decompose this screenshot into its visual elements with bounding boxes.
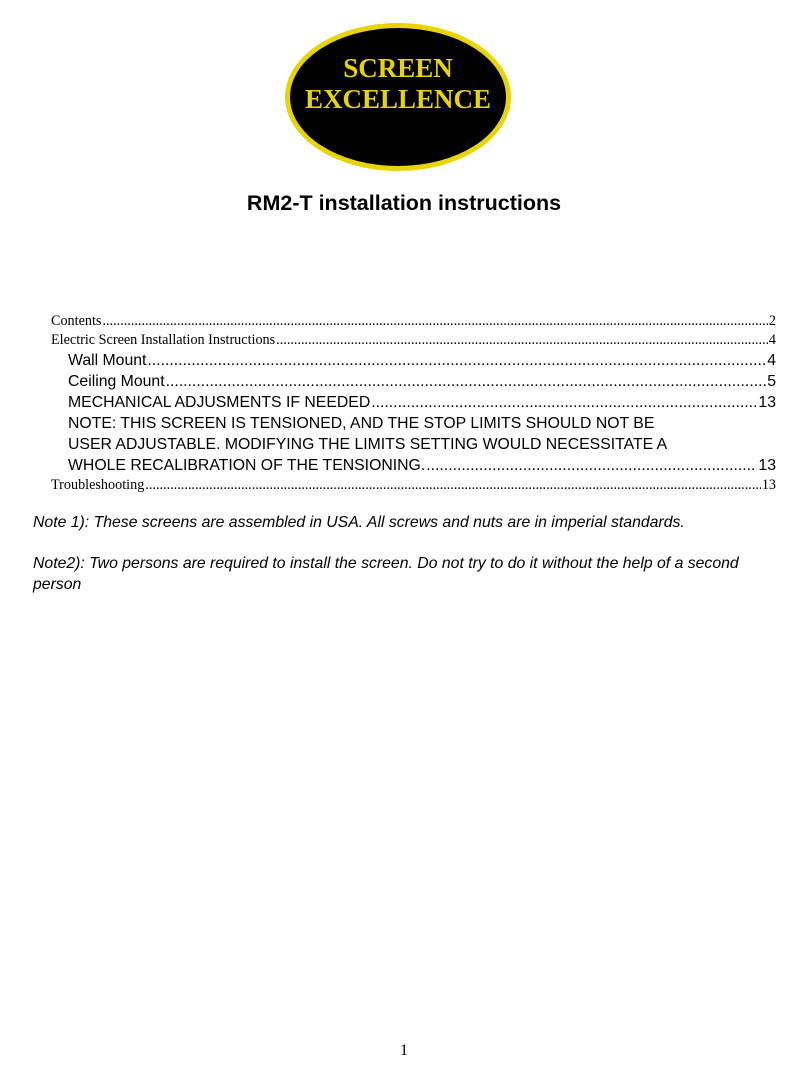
toc-leader-dots: [371, 393, 757, 413]
toc-entry-page: 13: [758, 457, 776, 474]
toc-entry-label: MECHANICAL ADJUSMENTS IF NEEDED: [68, 394, 371, 411]
toc-entry-label: Troubleshooting: [51, 477, 145, 493]
toc-entry-label: Ceiling Mount: [68, 373, 165, 390]
toc-leader-dots: [102, 312, 767, 330]
toc-entry-label: Wall Mount: [68, 352, 147, 369]
toc-entry-troubleshooting[interactable]: [51, 476, 776, 494]
toc-entry-label-line: WHOLE RECALIBRATION OF THE TENSIONING.: [68, 457, 426, 474]
toc-leader-dots: [276, 331, 768, 349]
toc-entry-label: Electric Screen Installation Instructions: [51, 332, 276, 348]
toc-entry-label-line: NOTE: THIS SCREEN IS TENSIONED, AND THE STOP LIMITS SHOULD NOT BE: [68, 415, 655, 432]
toc-leader-dots: [147, 351, 766, 371]
brand-logo-ellipse-icon: [282, 20, 514, 174]
toc-entry-ceiling-mount[interactable]: [68, 372, 776, 392]
toc-entry-page: 13: [758, 394, 776, 411]
toc-leader-dots: [145, 476, 761, 494]
note-2: Note2): Two persons are required to install the screen. Do not try to do it without the help of a second person: [33, 555, 739, 593]
toc-leader-dots: [426, 456, 757, 476]
logo-line1: SCREEN: [343, 53, 453, 83]
toc-entry-label-line: USER ADJUSTABLE. MODIFYING THE LIMITS SETTING WOULD NECESSITATE A: [68, 436, 668, 453]
page-title: RM2-T installation instructions: [246, 191, 562, 215]
toc-entry-electric-screen-installation[interactable]: [51, 331, 776, 349]
toc-entry-page: 4: [768, 332, 776, 348]
page-number: 1: [400, 1042, 408, 1059]
toc-entry-page: 4: [767, 352, 776, 369]
toc-entry-contents[interactable]: [51, 312, 776, 330]
toc-entry-last-line: [68, 456, 776, 476]
brand-logo: [282, 20, 514, 174]
logo-line2: EXCELLENCE: [304, 84, 492, 114]
note-1: Note 1): These screens are assembled in USA. All screws and nuts are in imperial standards.: [33, 514, 685, 531]
toc-entry-wall-mount[interactable]: [68, 351, 776, 371]
toc-leader-dots: [166, 372, 767, 392]
toc-entry-page: 2: [768, 313, 776, 329]
toc-entry-mechanical-adjustments[interactable]: [68, 393, 776, 413]
toc-entry-page: 5: [767, 373, 776, 390]
toc-entry-label: Contents: [51, 313, 102, 329]
toc-entry-page: 13: [761, 477, 776, 493]
